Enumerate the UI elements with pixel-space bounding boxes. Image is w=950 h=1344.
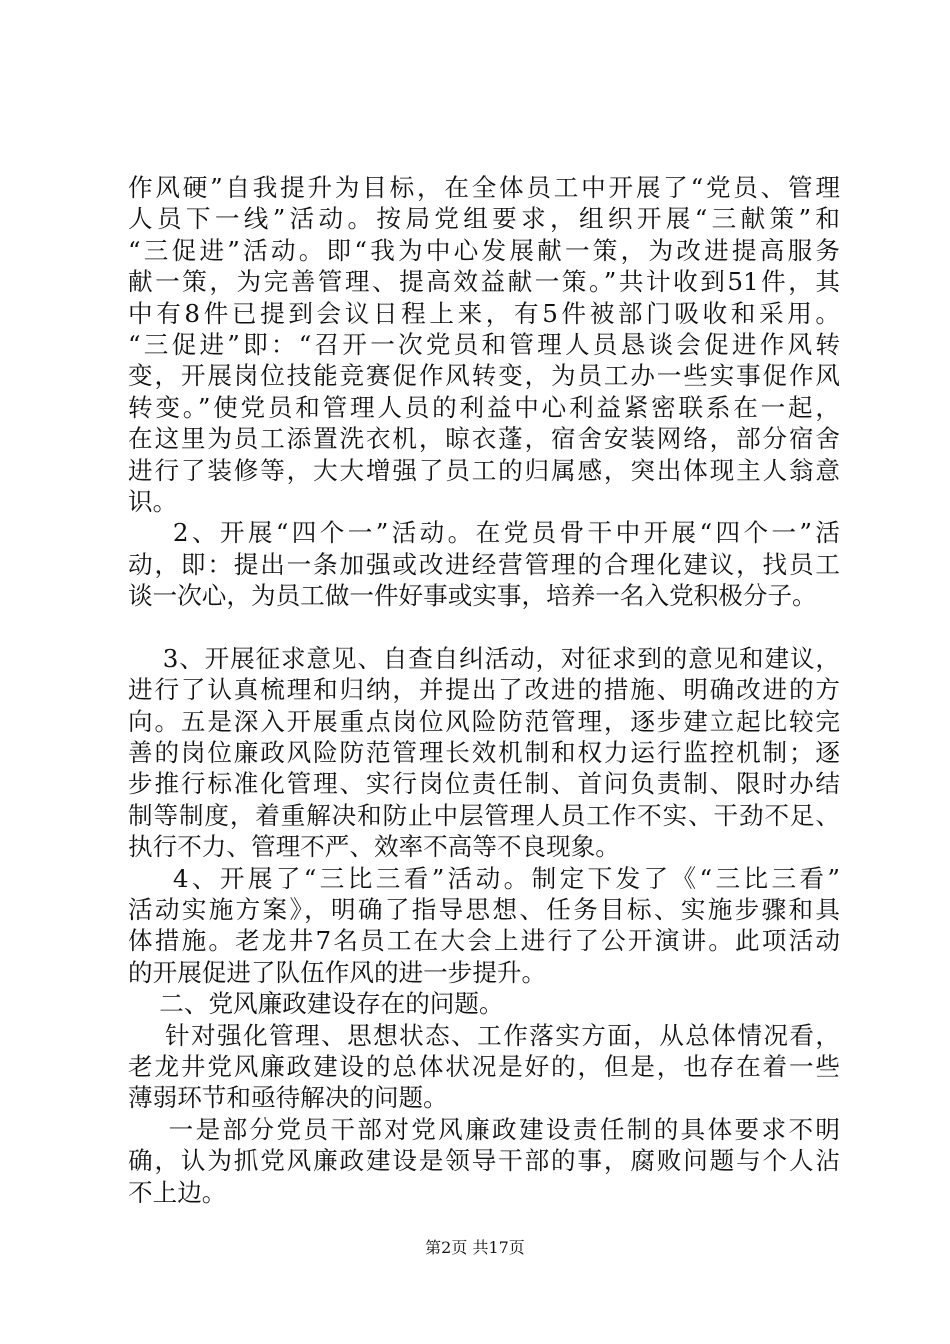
text-line: 步推行标准化管理、实行岗位责任制、首问负责制、限时办结 [128,769,840,799]
text-line: 3、开展征求意见、自查自纠活动，对征求到的意见和建议， [128,643,840,673]
text-line: 中有8件已提到会议日程上来，有5件被部门吸收和采用。 [128,298,840,328]
text-line: 不上边。 [128,1177,227,1207]
text-line: 献一策，为完善管理、提高效益献一策。”共计收到51件，其 [128,267,840,297]
text-line: 人员下一线”活动。按局党组要求，组织开展“三献策”和 [128,204,840,234]
text-line: 在这里为员工添置洗衣机，晾衣蓬，宿舍安装网络，部分宿舍 [128,424,840,454]
text-line: 针对强化管理、思想状态、工作落实方面，从总体情况看， [128,1020,840,1050]
text-line: 老龙井党风廉政建设的总体状况是好的，但是，也存在着一些 [128,1051,840,1081]
paragraph-gap [128,611,840,642]
text-line: 活动实施方案》，明确了指导思想、任务目标、实施步骤和具 [128,894,840,924]
text-line: 体措施。老龙井7名员工在大会上进行了公开演讲。此项活动 [128,926,840,956]
text-line: 一是部分党员干部对党风廉政建设责任制的具体要求不明 [128,1114,840,1144]
text-line: 谈一次心，为员工做一件好事或实事，培养一名入党积极分子。 [128,581,817,611]
text-line: 识。 [128,486,178,516]
text-line: 执行不力、管理不严、效率不高等不良现象。 [128,832,620,862]
text-line: 善的岗位廉政风险防范管理长效机制和权力运行监控机制；逐 [128,738,840,768]
text-line: 的开展促进了队伍作风的进一步提升。 [128,957,547,987]
text-line: 作风硬”自我提升为目标，在全体员工中开展了“党员、管理 [128,173,840,202]
text-line: 二、党风廉政建设存在的问题。 [128,989,504,1019]
page-footer: 第2页 共17页 [425,1238,525,1257]
document-body [128,172,840,1208]
text-line: 进行了认真梳理和归纳，并提出了改进的措施、明确改进的方 [128,675,840,705]
text-line: 薄弱环节和亟待解决的问题。 [128,1083,448,1113]
text-line: 2、开展“四个一”活动。在党员骨干中开展“四个一”活 [128,518,840,548]
text-line: 确，认为抓党风廉政建设是领导干部的事，腐败问题与个人沾 [128,1146,840,1176]
text-line: 进行了装修等，大大增强了员工的归属感，突出体现主人翁意 [128,455,840,485]
text-line: 向。五是深入开展重点岗位风险防范管理，逐步建立起比较完 [128,706,840,736]
text-line: 制等制度，着重解决和防止中层管理人员工作不实、干劲不足、 [128,800,840,830]
text-line: 动，即：提出一条加强或改进经营管理的合理化建议，找员工 [128,549,840,579]
text-line: “三促进”即：“召开一次党员和管理人员恳谈会促进作风转 [128,329,840,359]
text-line: 变，开展岗位技能竞赛促作风转变，为员工办一些实事促作风 [128,361,840,391]
text-line: 转变。”使党员和管理人员的利益中心利益紧密联系在一起， [128,392,840,422]
text-line: “三促进”活动。即“我为中心发展献一策，为改进提高服务 [128,235,840,265]
text-line: 4、开展了“三比三看”活动。制定下发了《“三比三看” [128,863,840,893]
